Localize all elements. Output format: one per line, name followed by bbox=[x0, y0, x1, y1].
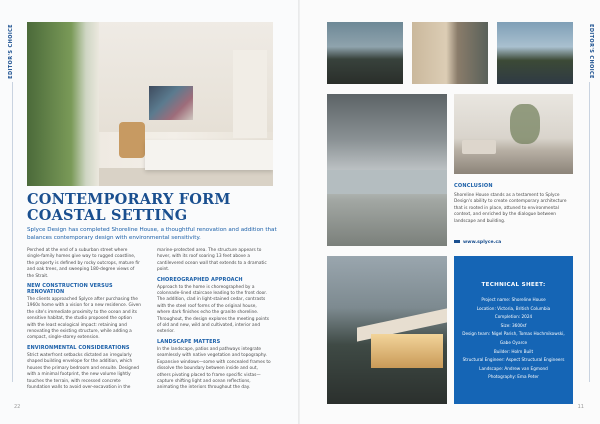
hero-photo-bedroom bbox=[27, 22, 273, 186]
photo-chair bbox=[119, 122, 145, 158]
editors-choice-tab-left: EDITOR'S CHOICE bbox=[8, 24, 14, 79]
tech-item: Location: Victoria, British Columbia bbox=[476, 305, 551, 311]
title-line-1: CONTEMPORARY FORM bbox=[27, 191, 231, 208]
heading-landscape: LANDSCAPE MATTERS bbox=[157, 338, 221, 345]
page-number-right: 11 bbox=[577, 404, 584, 410]
tech-item: Design team: Nigel Parish, Tomas Hochmikowski, bbox=[462, 331, 565, 337]
photo-lit-interior bbox=[371, 334, 443, 368]
website-link[interactable] bbox=[454, 240, 501, 245]
editors-choice-tab-right: EDITOR'S CHOICE bbox=[588, 24, 594, 79]
tech-item: Builder: Holm Built bbox=[493, 348, 534, 354]
paragraph-landscape: In the landscape, patios and pathways integrate seamlessly with native vegetation and topography. Expansive windows—some with concealed frames to dissolve the boundary between inside and out, others pivoting placed to frame specific vistas—capture shifting light and ocean reflections, animating the interiors throughout the day. bbox=[157, 346, 271, 391]
title-line-2: COASTAL SETTING bbox=[27, 207, 188, 224]
photo-living-room bbox=[454, 94, 573, 174]
text-column-1 bbox=[27, 248, 141, 394]
heading-new-construction: NEW CONSTRUCTION VERSUS RENOVATION bbox=[27, 283, 113, 296]
tech-item: Landscape: Andrew van Egmond bbox=[479, 365, 548, 371]
side-rule-left bbox=[12, 82, 13, 382]
website-text: www.splyce.ca bbox=[463, 240, 502, 245]
page-number-left: 22 bbox=[14, 404, 21, 410]
article-lede: Splyce Design has completed Shoreline House, a thoughtful renovation and addition that balances contemporary design with environmental sensitivity. bbox=[27, 227, 277, 241]
tech-item: Structural Engineer: Aspect Structural Engineers bbox=[462, 357, 565, 363]
technical-sheet-list bbox=[454, 296, 573, 382]
text-column-2 bbox=[157, 248, 271, 395]
photo-house-dusk bbox=[327, 256, 447, 404]
conclusion-paragraph: Shoreline House stands as a testament to Splyce Design's ability to create contemporary architecture that is rooted in place, attuned to environmental context, and enriched by the dialogue between landscape and building. bbox=[454, 193, 567, 224]
arrow-icon bbox=[454, 240, 460, 243]
heading-choreographed: CHOREOGRAPHED APPROACH bbox=[157, 276, 243, 283]
photo-cabinet bbox=[233, 50, 267, 138]
photo-exterior-facade bbox=[412, 22, 488, 84]
tech-item: Photography: Ema Peter bbox=[488, 374, 539, 380]
paragraph-environmental: Strict waterfront setbacks dictated an irregularly shaped building envelope for the addition, which houses the primary bedroom and ensuite. Designed with a minimal footprint, the new volume lightly touches the terrain, with recessed concrete foundation walls to avoid over-excavation in the bbox=[27, 352, 139, 390]
conclusion-heading: CONCLUSION bbox=[454, 183, 493, 189]
paragraph-choreographed: Approach to the home is choreographed by a colonnade-lined staircase leading to the front door. The addition, clad in light-stained cedar, contrasts with the steel roof forms of the original house, where dark finishes echo the granite shoreline. Throughout, the design explores the meeting points of old and new, wild and cultivated, interior and exterior. bbox=[157, 284, 269, 335]
photo-painting bbox=[149, 86, 193, 120]
article-title bbox=[27, 192, 287, 224]
photo-floor bbox=[99, 168, 273, 186]
paragraph-new-construction: The clients approached Splyce after purchasing the 1960s home with a vision for a new residence. Given the site's immediate proximity to the ocean and its sensitive habitat, the studio proposed the option with the least ecological impact: retaining and renovating the existing structure, while adding a compact, single-storey extension. bbox=[27, 297, 141, 341]
tech-item: Project name: Shoreline House bbox=[481, 297, 546, 302]
heading-environmental: ENVIRONMENTAL CONSIDERATIONS bbox=[27, 344, 130, 351]
photo-terrace-ocean bbox=[327, 94, 447, 246]
photo-exterior-trees bbox=[327, 22, 403, 84]
side-rule-right bbox=[589, 82, 590, 382]
technical-sheet bbox=[454, 256, 573, 404]
photo-water bbox=[327, 170, 447, 194]
technical-sheet-heading: TECHNICAL SHEET: bbox=[481, 282, 546, 288]
tech-item: Size: 3600sf bbox=[500, 322, 527, 328]
paragraph-continued: marine-protected area. The structure appears to hover, with its roof soaring 13 feet above a cantilevered ocean wall that extends to a dramatic point. bbox=[157, 248, 267, 273]
tech-item: Completion: 2024 bbox=[494, 314, 533, 320]
photo-exterior-waterfront bbox=[497, 22, 573, 84]
photo-window-tree bbox=[510, 104, 540, 144]
intro-paragraph: Perched at the end of a suburban street where single-family homes give way to rugged coastline, the property is defined by rocky outcrops, mature fir and oak trees, and sweeping 180-degree views of the Strait. bbox=[27, 248, 140, 279]
photo-bed bbox=[145, 140, 273, 170]
tech-item: Gabe Oyarce bbox=[499, 339, 528, 345]
photo-sofa bbox=[462, 140, 496, 154]
